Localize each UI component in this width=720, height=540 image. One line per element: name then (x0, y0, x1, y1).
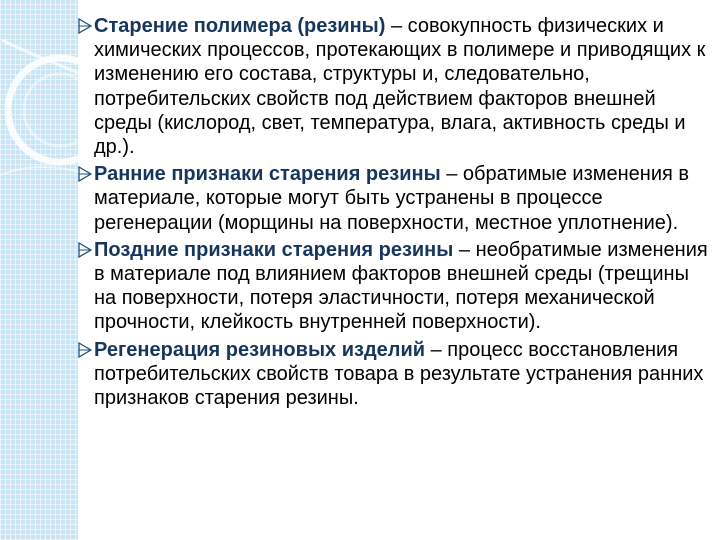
item-text: – необратимые изменения в материале под влиянием факторов внешней среды (трещины на поверхности, потеря эластичности, потеря механической прочности, клейкость внутренней поверхности). (94, 238, 708, 334)
arrow-bullet-icon (78, 342, 92, 358)
list-item (80, 338, 712, 411)
item-term: Ранние признаки старения резины (94, 163, 441, 186)
arrow-bullet-icon (78, 166, 92, 182)
list-item (80, 238, 712, 335)
item-term: Поздние признаки старения резины (94, 238, 454, 261)
item-text: – процесс восстановления потребительских свойств товара в результате устранения ранних признаков старения резины. (94, 338, 704, 410)
arrow-bullet-icon (78, 18, 92, 34)
item-text: – обратимые изменения в материале, которые могут быть устранены в процессе регенерации (морщины на поверхности, местное уплотнение). (94, 163, 690, 234)
item-text: – совокупность физических и химических процессов, протекающих в полимере и приводящих к изменению его состава, структуры и, следовательно, потребительских свойств под действием факторов внешней среды (кислород, свет, температура, влага, активность среды и др.). (94, 15, 706, 159)
slide-body (80, 14, 712, 413)
item-term: Старение полимера (резины) (94, 15, 386, 37)
arrow-bullet-icon (78, 242, 92, 258)
list-item (80, 162, 712, 235)
item-term: Регенерация резиновых изделий (94, 338, 426, 361)
list-item (80, 14, 712, 159)
